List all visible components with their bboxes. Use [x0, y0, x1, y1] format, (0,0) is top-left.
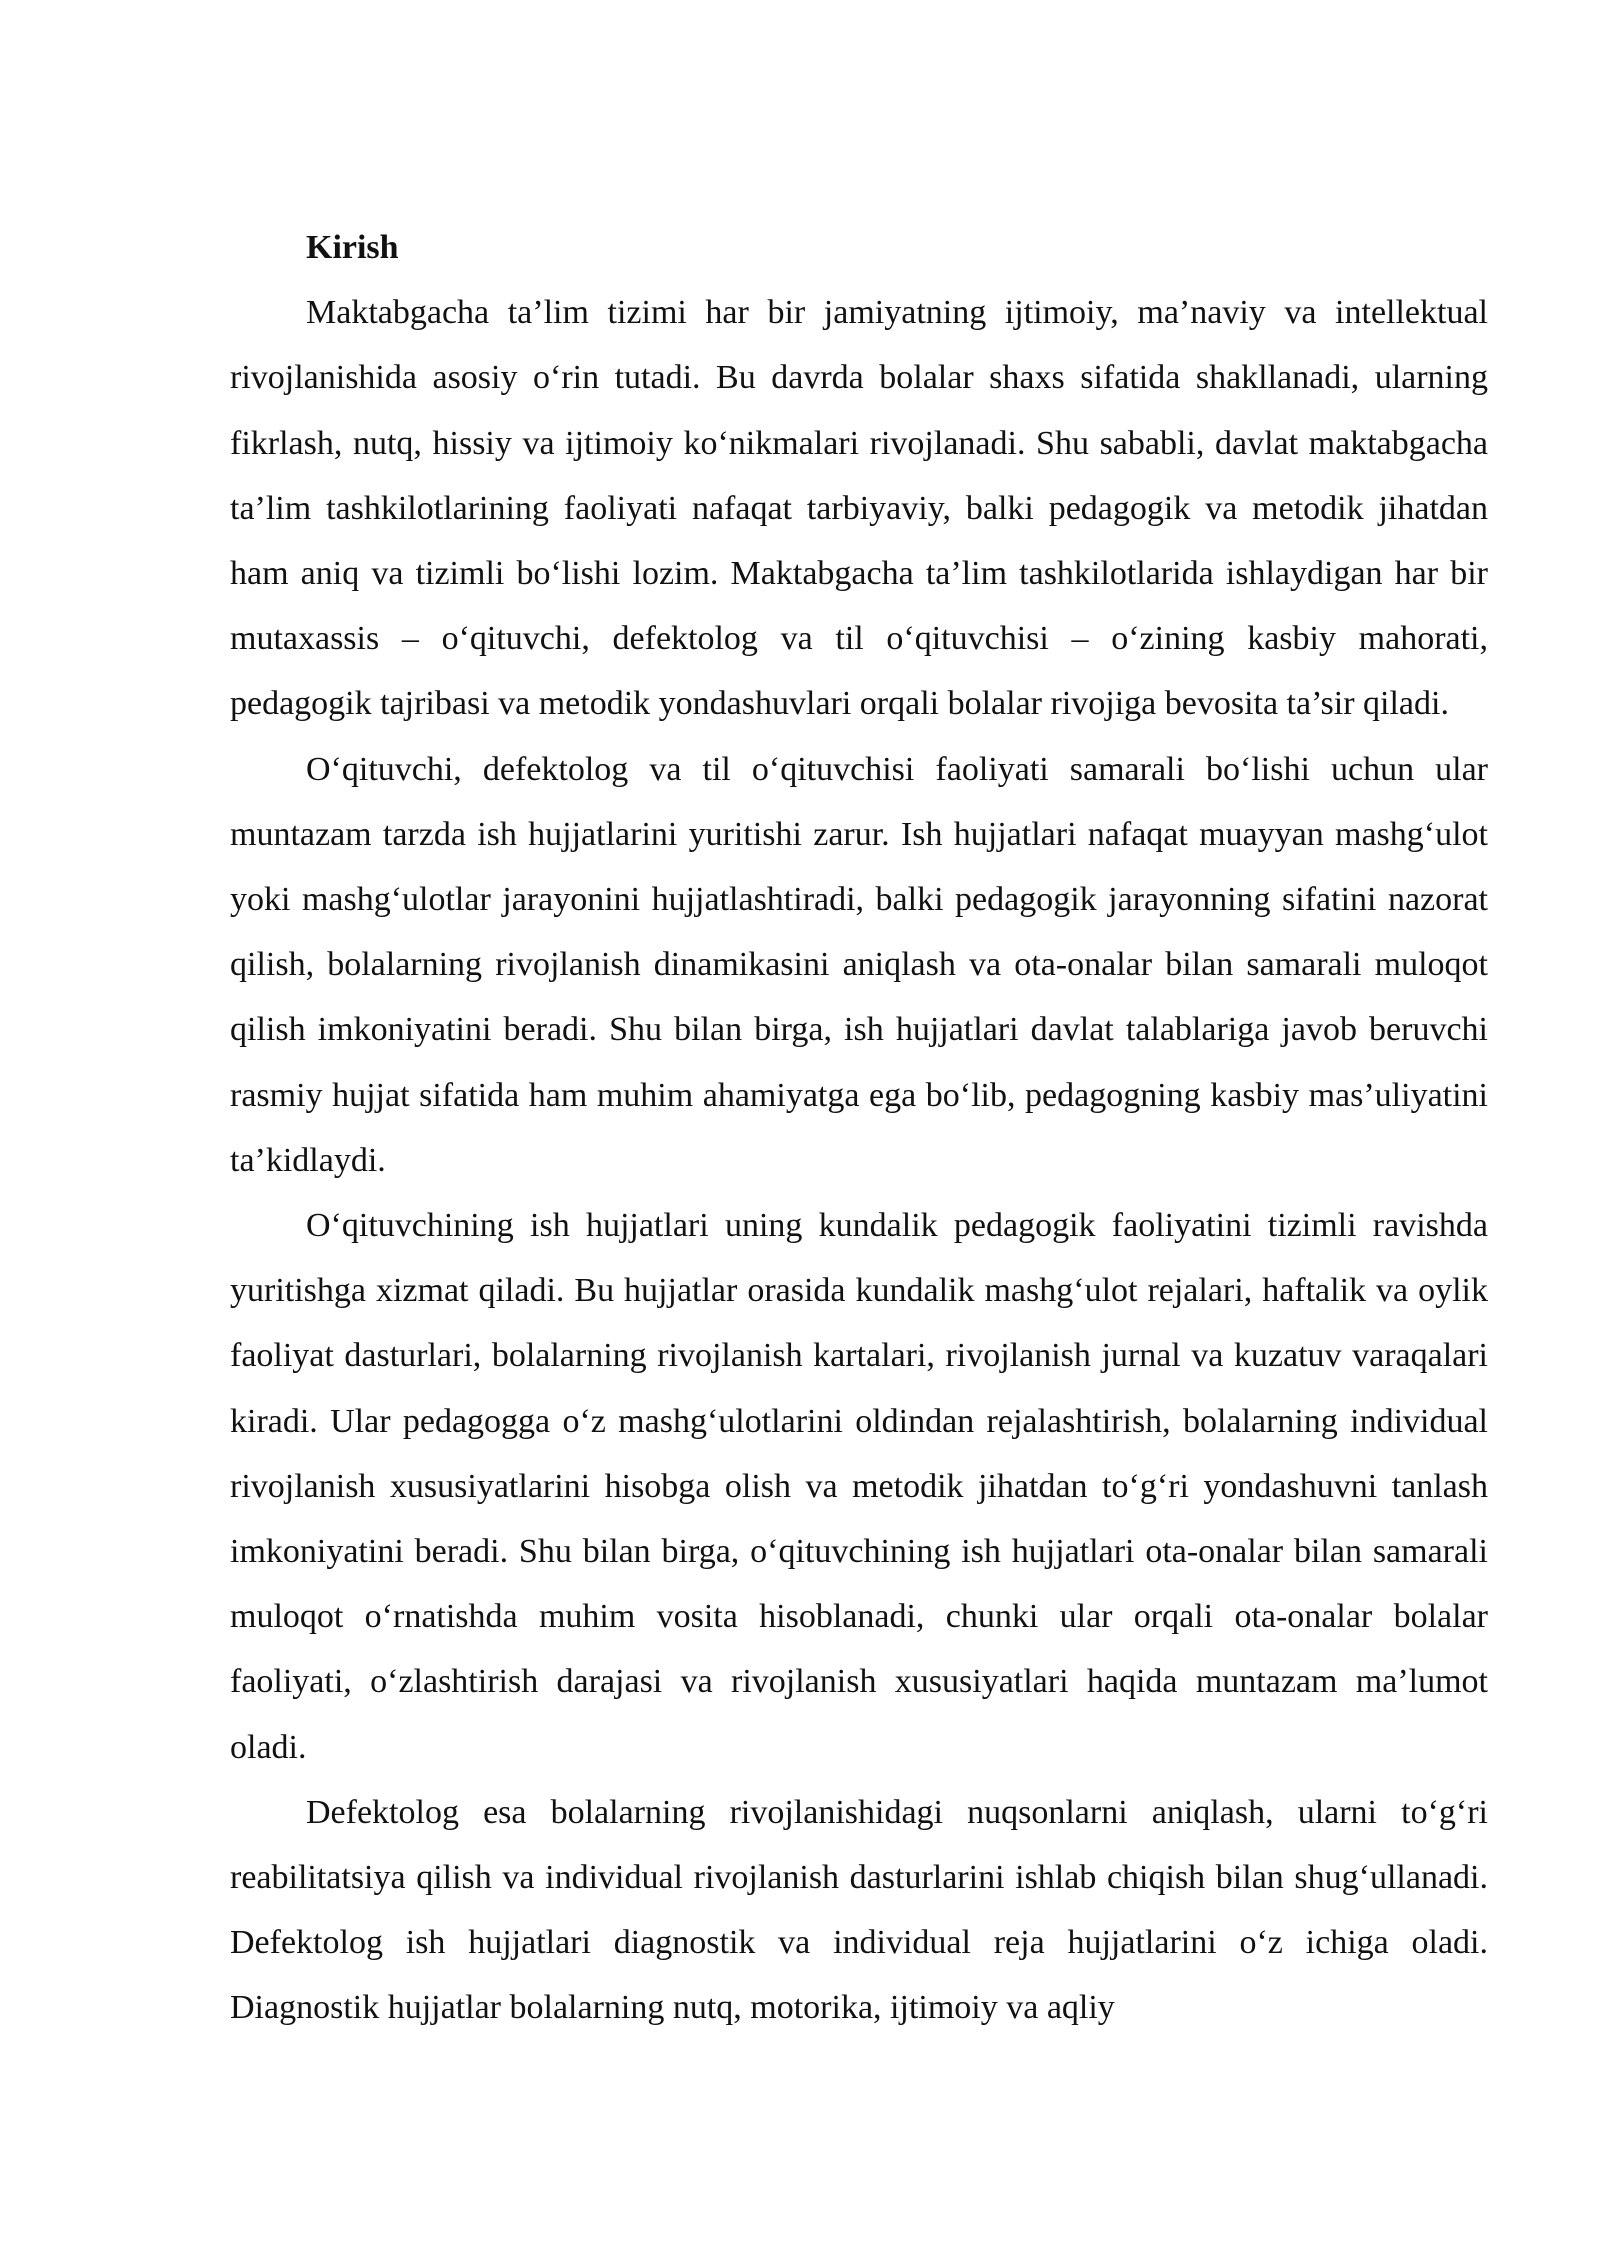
section-heading: Kirish — [306, 229, 399, 266]
document-page — [230, 215, 1488, 2041]
paragraph-2: O‘qituvchi, defektolog va til o‘qituvchisi faoliyati samarali bo‘lishi uchun ular muntazam tarzda ish hujjatlarini yuritishi zarur. Ish hujjatlari nafaqat muayyan mashg‘ulot yoki mashg‘ulotlar jarayonini hujjatlashtiradi, balki pedagogik jarayonning sifatini nazorat qilish, bolalarning rivojlanish dinamikasini aniqlash va ota-onalar bilan samarali muloqot qilish imkoniyatini beradi. Shu bilan birga, ish hujjatlari davlat talablariga javob beruvchi rasmiy hujjat sifatida ham muhim ahamiyatga ega bo‘lib, pedagogning kasbiy mas’uliyatini ta’kidlaydi. — [230, 750, 1488, 1179]
paragraph-3: O‘qituvchining ish hujjatlari uning kundalik pedagogik faoliyatini tizimli ravishda yuritishga xizmat qiladi. Bu hujjatlar orasida kundalik mashg‘ulot rejalari, haftalik va oylik faoliyat dasturlari, bolalarning rivojlanish kartalari, rivojlanish jurnal va kuzatuv varaqalari kiradi. Ular pedagogga o‘z mashg‘ulotlarini oldindan rejalashtirish, bolalarning individual rivojlanish xususiyatlarini hisobga olish va metodik jihatdan to‘g‘ri yondashuvni tanlash imkoniyatini beradi. Shu bilan birga, o‘qituvchining ish hujjatlari ota-onalar bilan samarali muloqot o‘rnatishda muhim vosita hisoblanadi, chunki ular orqali ota-onalar bolalar faoliyati, o‘zlashtirish darajasi va rivojlanish xususiyatlari haqida muntazam ma’lumot oladi. — [230, 1207, 1488, 1766]
paragraph-1: Maktabgacha ta’lim tizimi har bir jamiyatning ijtimoiy, ma’naviy va intellektual rivojlanishida asosiy o‘rin tutadi. Bu davrda bolalar shaxs sifatida shakllanadi, ularning fikrlash, nutq, hissiy va ijtimoiy ko‘nikmalari rivojlanadi. Shu sababli, davlat maktabgacha ta’lim tashkilotlarining faoliyati nafaqat tarbiyaviy, balki pedagogik va metodik jihatdan ham aniq va tizimli bo‘lishi lozim. Maktabgacha ta’lim tashkilotlarida ishlaydigan har bir mutaxassis – o‘qituvchi, defektolog va til o‘qituvchisi – o‘zining kasbiy mahorati, pedagogik tajribasi va metodik yondashuvlari orqali bolalar rivojiga bevosita ta’sir qiladi. — [230, 294, 1488, 723]
paragraph-4: Defektolog esa bolalarning rivojlanishidagi nuqsonlarni aniqlash, ularni to‘g‘ri reabilitatsiya qilish va individual rivojlanish dasturlarini ishlab chiqish bilan shug‘ullanadi. Defektolog ish hujjatlari diagnostik va individual reja hujjatlarini o‘z ichiga oladi. Diagnostik hujjatlar bolalarning nutq, motorika, ijtimoiy va aqliy — [230, 1793, 1488, 2027]
